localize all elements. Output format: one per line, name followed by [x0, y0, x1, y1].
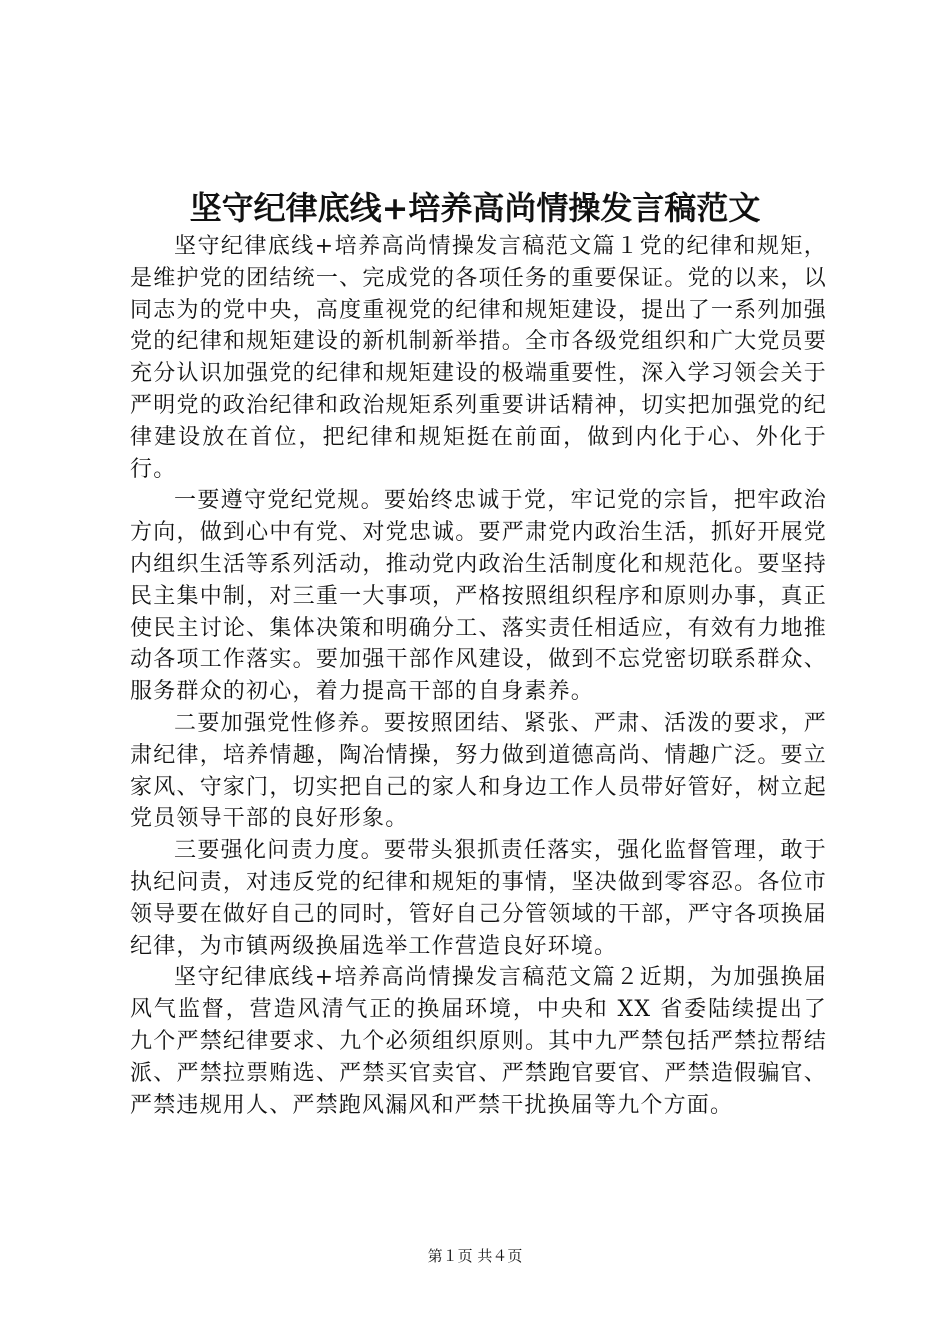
paragraph-1: 坚守纪律底线+培养高尚情操发言稿范文篇１党的纪律和规矩，是维护党的团结统一、完成党的各项任务的重要保证。党的以来，以同志为的党中央，高度重视党的纪律和规矩建设，提出了一系列加强党的纪律和规矩建设的新机制新举措。全市各级党组织和广大党员要充分认识加强党的纪律和规矩建设的极端重要性，深入学习领会关于严明党的政治纪律和政治规矩系列重要讲话精神，切实把加强党的纪律建设放在首位，把纪律和规矩挺在前面，做到内化于心、外化于行。 [130, 234, 827, 482]
page-footer: 第１页 共４页 [427, 1247, 523, 1265]
paragraph-5: 坚守纪律底线+培养高尚情操发言稿范文篇２近期，为加强换届风气监督，营造风清气正的换届环境，中央和 XX 省委陆续提出了九个严禁纪律要求、九个必须组织原则。其中九严禁包括严禁拉帮结派、严禁拉票贿选、严禁买官卖官、严禁跑官要官、严禁造假骗官、严禁违规用人、严禁跑风漏风和严禁干扰换届等九个方面。 [130, 965, 827, 1118]
paragraph-2: 一要遵守党纪党规。要始终忠诚于党，牢记党的宗旨，把牢政治方向，做到心中有党、对党忠诚。要严肃党内政治生活，抓好开展党内组织生活等系列活动，推动党内政治生活制度化和规范化。要坚持民主集中制，对三重一大事项，严格按照组织程序和原则办事，真正使民主讨论、集体决策和明确分工、落实责任相适应，有效有力地推动各项工作落实。要加强干部作风建设，做到不忘党密切联系群众、服务群众的初心，着力提高干部的自身素养。 [130, 488, 827, 705]
paragraph-4: 三要强化问责力度。要带头狠抓责任落实，强化监督管理，敢于执纪问责，对违反党的纪律和规矩的事情，坚决做到零容忍。各位市领导要在做好自己的同时，管好自己分管领域的干部，严守各项换届纪律，为市镇两级换届选举工作营造良好环境。 [130, 838, 827, 959]
document-body [130, 231, 827, 1121]
document-title: 坚守纪律底线+培养高尚情操发言稿范文 [189, 189, 761, 227]
paragraph-3: 二要加强党性修养。要按照团结、紧张、严肃、活泼的要求，严肃纪律，培养情趣，陶冶情操，努力做到道德高尚、情趣广泛。要立家风、守家门，切实把自己的家人和身边工作人员带好管好，树立起党员领导干部的良好形象。 [130, 710, 827, 832]
